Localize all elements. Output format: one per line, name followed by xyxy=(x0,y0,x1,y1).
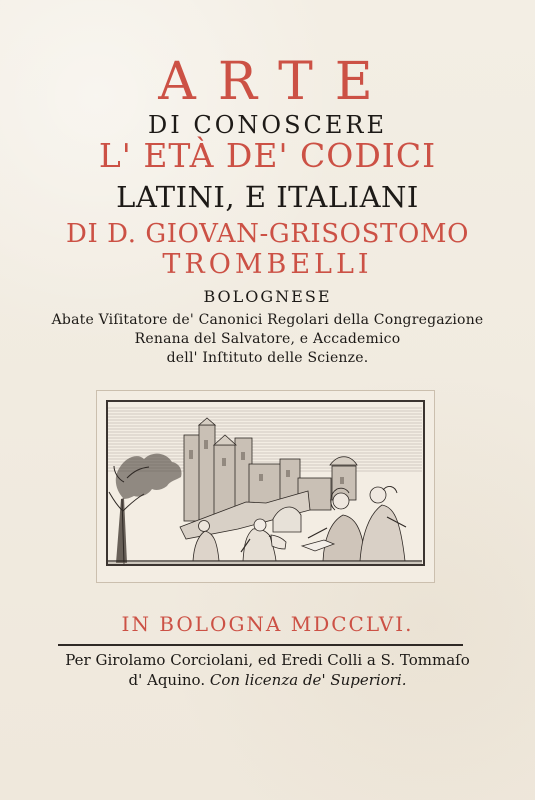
author-surname: TROMBELLI xyxy=(162,249,373,280)
publisher-line-2-italic: Con licenza de' Superiori. xyxy=(209,671,407,689)
description-line-1: Abate Viſitatore de' Canonici Regolari della Congregazione xyxy=(51,312,484,328)
publisher-line-1: Per Girolamo Corciolani, ed Eredi Colli a S. Tommaſo xyxy=(65,651,470,669)
imprint-rule xyxy=(58,644,463,646)
author-line: DI D. GIOVAN-GRISOSTOMO xyxy=(66,219,469,249)
title-di-conoscere: DI CONOSCERE xyxy=(148,111,387,139)
title-eta-de-codici: L' ETÀ DE' CODICI xyxy=(98,136,437,175)
description-line-3: dell' Inſtituto delle Scienze. xyxy=(166,350,369,366)
title-arte: ARTE xyxy=(158,52,395,112)
publisher-line-2 xyxy=(0,673,535,688)
imprint-line: IN BOLOGNA MDCCLVI. xyxy=(121,612,414,636)
description-line-2: Renana del Salvatore, e Accademico xyxy=(134,331,401,347)
bolognese-line: BOLOGNESE xyxy=(203,287,332,306)
engraving-vignette xyxy=(96,390,435,583)
title-latini-italiani: LATINI, E ITALIANI xyxy=(116,180,419,214)
publisher-line-2-roman: d' Aquino. xyxy=(128,671,206,689)
